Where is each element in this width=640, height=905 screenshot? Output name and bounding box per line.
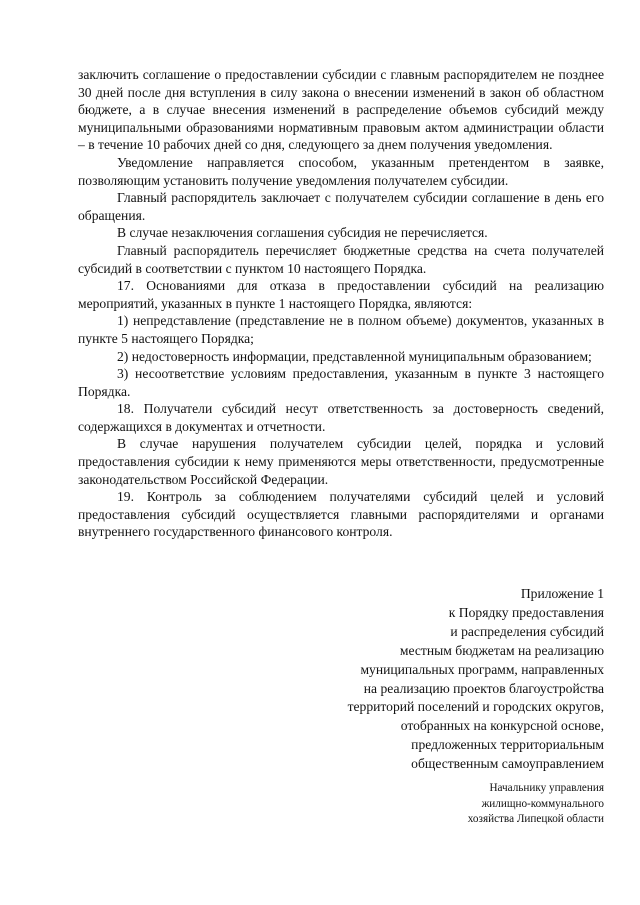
- addressee-line: Начальнику управления: [489, 782, 604, 794]
- paragraph-no-agreement: В случае незаключения соглашения субсидия не перечисляется.: [117, 225, 488, 241]
- appendix-line: общественным самоуправлением: [411, 756, 604, 772]
- paragraph-agreement-deadline: заключить соглашение о предоставлении субсидии с главным распорядителем не позднее 30 дней после дня вступления в силу закона о внесении изменений в закон об областном бюджете, а в случае внесения изменений в распределение объемов субсидий между муниципальными образованиями нормативным правовым актом администрации области – в течение 10 рабочих дней со дня, следующего за днем получения уведомления.: [78, 67, 604, 153]
- addressee-line: хозяйства Липецкой области: [467, 813, 604, 826]
- appendix-header: [274, 585, 604, 774]
- appendix-line: на реализацию проектов благоустройства: [363, 680, 604, 696]
- appendix-line: муниципальных программ, направленных: [360, 661, 604, 677]
- list-item-refusal-1: 1) непредставление (представление не в полном объеме) документов, указанных в пункте 5 настоящего Порядка;: [78, 313, 604, 346]
- paragraph-notification-method: Уведомление направляется способом, указанным претендентом в заявке, позволяющим установить получение уведомления получателем субсидии.: [78, 154, 604, 188]
- appendix-line: Приложение 1: [520, 586, 604, 601]
- list-item-refusal-2: 2) недостоверность информации, представленной муниципальным образованием;: [117, 348, 592, 364]
- document-body: [78, 66, 604, 541]
- paragraph-agreement-conclusion: Главный распорядитель заключает с получателем субсидии соглашение в день его обращения.: [78, 190, 604, 223]
- list-item-refusal-3: 3) несоответствие условиям предоставления, указанным в пункте 3 настоящего Порядка.: [78, 366, 604, 399]
- paragraph-violation-measures: В случае нарушения получателем субсидии целей, порядка и условий предоставления субсидии к нему применяются меры ответственности, предусмотренные законодательством Российской Федерации.: [78, 436, 604, 487]
- paragraph-19-control: 19. Контроль за соблюдением получателями субсидий целей и условий предоставления субсидий осуществляется главными распорядителями и органами внутреннего государственного финансового контроля.: [78, 489, 604, 540]
- paragraph-17-refusal-grounds: 17. Основаниями для отказа в предоставлении субсидий на реализацию мероприятий, указанных в пункте 1 настоящего Порядка, являются:: [78, 278, 604, 311]
- appendix-line: местным бюджетам на реализацию: [399, 642, 604, 658]
- appendix-line: к Порядку предоставления: [448, 604, 604, 620]
- addressee-line: жилищно-коммунального: [481, 797, 604, 810]
- paragraph-18-responsibility: 18. Получатели субсидий несут ответственность за достоверность сведений, содержащихся в документах и отчетности.: [78, 401, 604, 434]
- appendix-line: предложенных территориальным: [411, 737, 604, 753]
- appendix-line: территорий поселений и городских округов,: [347, 699, 604, 715]
- appendix-line: и распределения субсидий: [450, 623, 604, 639]
- paragraph-funds-transfer: Главный распорядитель перечисляет бюджетные средства на счета получателей субсидий в соответствии с пунктом 10 настоящего Порядка.: [78, 242, 604, 276]
- appendix-line: отобранных на конкурсной основе,: [400, 718, 604, 734]
- addressee-block: [304, 781, 604, 828]
